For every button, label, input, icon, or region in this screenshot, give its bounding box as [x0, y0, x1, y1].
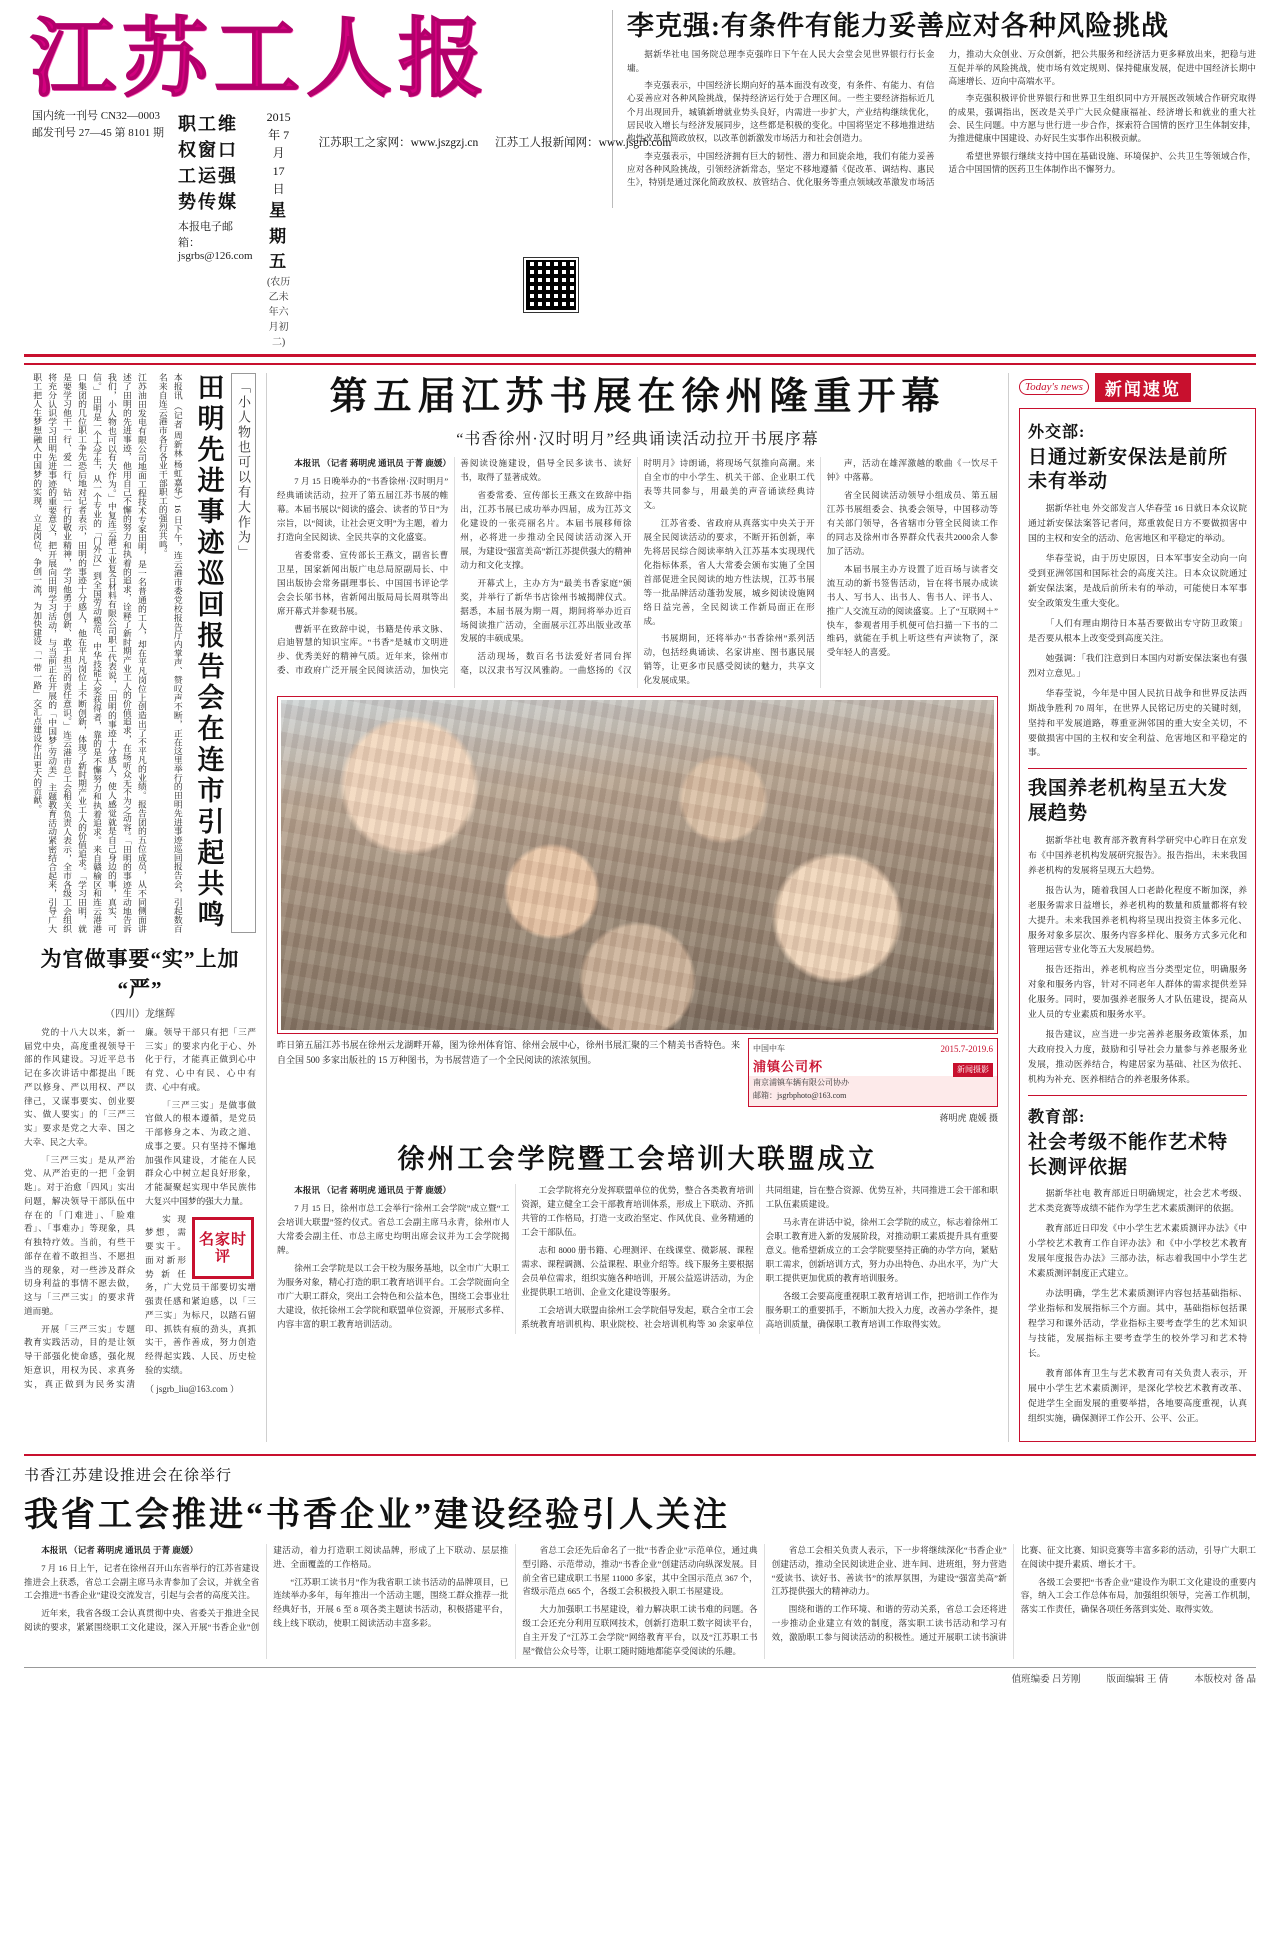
dateline-label-2: 本报讯 （记者 蒋明虎 通讯员 于菁 鹿媛） — [294, 1185, 452, 1196]
sponsor-note: 新闻摄影 — [953, 1063, 993, 1078]
left-vertical-quote: 「小人物也可以有大作为」 — [231, 373, 257, 933]
left-commentary-body — [24, 1026, 256, 1396]
masthead — [24, 10, 1256, 357]
bottom-para: 省总工会还先后命名了一批“书香企业”示范单位，通过典型引路、示范带动，推动“书香企业”创建活动向纵深发展。目前全省已建成职工书屋 11000 多家，其中全国示范点 367 个，省级示范点 665 个，各级工会积极投入职工书屋建设。 — [522, 1544, 758, 1597]
sponsor-title: 浦镇公司杯 — [753, 1058, 824, 1074]
bottom-kicker: 书香江苏建设推进会在徐举行 — [24, 1467, 233, 1484]
bottom-body — [24, 1544, 1256, 1659]
main-photo — [281, 700, 994, 1030]
photo-credit-row — [277, 1111, 998, 1125]
secondary-para: 志和 8000 册书籍、心理测评、在线课堂、微影展、课程需求、课程调测、公益课程、职业介绍等。线下服务主要根据会员单位需求，组织实施各种培训，开展公益巡讲活动，为企业提供职工培训、企业文化建设等服务。 — [521, 1245, 754, 1297]
secondary-para: 7 月 15 日，徐州市总工会举行“徐州工会学院”成立暨“工会培训大联盟”签约仪式。省总工会副主席马永青，徐州市人大常委会副主任、市总主席史均明出席会议并为工会学院揭牌。 — [277, 1203, 510, 1255]
left-para: 「三严三实」是做事做官做人的根本遵循，是党员干部修身之本、为政之道、成事之要。只有坚持不懈地加强作风建设，才能在人民群众心中树立起良好形象，才能凝聚起实现中华民族伟大复兴中国梦的强大力量。 — [145, 1099, 256, 1206]
left-para: 开展「三严三实」专题教育实践活动，目的是让领导干部强化使命感，强化规矩意识，用权为民、求真务实，真正做到为民务实清廉。领导干部只有把「三严三实」的要求内化于心、外化于行，才能真正做到心中有党、心中有民、心中有责、心中有戒。 — [24, 1026, 256, 1389]
qr-code-icon[interactable] — [524, 258, 578, 312]
footer — [24, 1667, 1256, 1685]
main-para: 省委常委、宣传部长王燕文在致辞中指出，江苏书展已成功举办四届，成为江苏文化建设的一张亮丽名片。本届书展移师徐州，必将进一步推动全民阅读活动深入开展，为建设“强富美高”新江苏提供强大的精神动力和文化支撑。 — [460, 490, 632, 570]
sponsor-period: 2015.7-2019.6 — [940, 1044, 993, 1055]
bottom-para: 7 月 16 日上午，记者在徐州召开山东省举行的江苏省建设推进会上获悉，省总工会副主席马永青参加了会议，并就全省工会推进“书香企业”建设交流发言，引起与会者的高度关注。 — [24, 1562, 260, 1601]
left-para: 实现梦想，需要实干。面对新形势新任务，广大党员干部要切实增强责任感和紧迫感，以「三严三实」为标尺，以踏石留印、抓铁有痕的劲头，真抓实干，善作善成，努力创造经得起实践、人民、历史检验的实绩。 — [145, 1213, 256, 1375]
main-para: 省委常委、宣传部长王燕文，副省长曹卫星，国家新闻出版广电总局原副局长、中国出版协会常务副理事长、中国国书评论学会会长邬书林，省新闻出版局局长周琪等出席开幕式并参观书展。 — [277, 549, 449, 616]
footer-proofreader: 本版校对 备 晶 — [1194, 1675, 1256, 1686]
flash-body — [1028, 1186, 1247, 1425]
date-lunar: (农历乙未年六月初二) — [266, 276, 291, 348]
lead-para: 李克强表示，中国经济拥有巨大的韧性、潜力和回旋余地，我们有能力妥善应对各种风险挑战，引领经济新常态，坚定不移地遵循《促改革、调结构、惠民生》，特别是通过深化简政放权、放管结合、优化服务等重点领域改革激发市场活力，推动大众创业、万众创新，把公共服务和经济活力更多释放出来，把稳与进互促并举的风险挑战，使市场有效定规则、保持健康发展，促进中国经济长期中高速增长、迈向中高端水平。 — [627, 49, 1256, 188]
masthead-slogan: 职工维权窗口 工运强势传媒 — [178, 114, 238, 213]
secondary-para: 各级工会要高度重视职工教育培训工作，把培训工作作为服务职工的重要抓手，不断加大投入力度，改善办学条件，提高培训质量，确保职工教育培训工作取得实效。 — [765, 1290, 998, 1329]
main-para: 江苏省委、省政府从真落实中央关于开展全民阅读活动的要求，不断开拓创新，率先将居民综合阅读率纳入江苏基本实现现代化指标体系，省人大常委会颁布实施了全国首部促进全民阅读的地方性法规，江苏书展等一批品牌活动蓬勃发展，城乡阅读设施网络日益完善，全民阅读工作新局面正在形成。 — [643, 518, 815, 626]
secondary-para: 马永青在讲话中说，徐州工会学院的成立，标志着徐州工会职工教育进入新的发展阶段，对推动职工素质提升具有重要意义。他希望新成立的工会学院要坚持正确的办学方向，紧贴职工需求，创新培训方式，努力办出特色、办出水平，为广大职工提供更加优质的教育培训服务。 — [765, 1217, 998, 1283]
secondary-para: 工会学院将充分发挥联盟单位的优势，整合各类教育培训资源，建立健全工会干部教育培训体系，形成上下联动、齐抓共管的工作格局，打造一支政治坚定、作风优良、业务精通的工会干部队伍。 — [521, 1185, 754, 1238]
secondary-para: 徐州工会学院是以工会干校为服务基地，以全市广大职工为服务对象，精心打造的职工教育培训平台。工会学院面向全市广大职工群众，突出工会特色和公益本色，围绕工会事业壮大建设，依托徐州工会学院和联盟单位资源，开展形式多样、内容丰富的职工教育培训活动。 — [277, 1262, 510, 1329]
bottom-para: 大力加强职工书屋建设，着力解决职工读书难的问题。各级工会还充分利用互联网技术，创新打造职工数字阅读平台，自主开发了“江苏工会学院”网络教育平台，以及“江苏职工书屋”微信公众号等，让职工随时随地都能享受阅读的乐趣。 — [522, 1604, 758, 1657]
flash-para: 教育部近日印发《中小学生艺术素质测评办法》《中小学校艺术教育工作自评办法》和《中小学校艺术教育发展年度报告办法》三部办法，标志着我国中小学生艺术素质测评制度正式建立。 — [1028, 1223, 1247, 1279]
flash-item — [1028, 1104, 1247, 1426]
dateline-label-3: 本报讯 （记者 蒋明虎 通讯员 于菁 鹿媛） — [41, 1544, 199, 1555]
main-headline: 第五届江苏书展在徐州隆重开幕 — [329, 375, 946, 418]
main-para: 本届书展主办方设置了近百场与读者交流互动的新书签售活动，旨在将书展办成读书人、写书人、出书人、售书人、评书人、推广人交流互动的阅读盛宴。上了“互联网＋”快车，参观者用手机便可信扫描一下书的二维码，就能在手机上听这些有声读物了，深受年轻人的喜爱。 — [826, 563, 998, 658]
sponsor-logo: 中国中车 — [753, 1043, 785, 1053]
lead-para: 据新华社电 国务院总理李克强昨日下午在人民大会堂会见世界银行行长金墉。 — [627, 49, 935, 73]
flash-headline: 日通过新安保法是前所未有举动 — [1028, 446, 1229, 493]
main-para: 省全民阅读活动领导小组成员、第五届江苏书展组委会、执委会领导，中国移动等有关部门领导，各省辖市分管全民阅读工作的同志及徐州市各界群众代表共2000余人参加了活动。 — [826, 490, 998, 556]
sponsor-subtitle: 南京浦镇车辆有限公司协办 — [753, 1078, 849, 1088]
secondary-para: 工会培训大联盟由徐州工会学院倡导发起，联合全市工会系统教育培训机构、职业院校、社会培训机构等 30 余家单位共同组建，旨在整合资源、优势互补，共同推进工会干部和职工队伍素质建设。 — [521, 1185, 998, 1329]
lead-para: 李克强积极评价世界银行和世界卫生组织同中方开展医改领域合作研究取得的成果，强调指出，医改是关乎广大民众健康福祉、经济增长和就业的重大社会、民生问题。中方愿与世行进一步合作，探索符合国情的医疗卫生体制安排，为推进健康中国建设、办好民生实事作出积极贡献。 — [948, 93, 1256, 144]
vertical-headline-wrap — [24, 373, 256, 933]
masthead-date — [267, 108, 291, 350]
left-column — [24, 373, 256, 1442]
flash-para: 「人们有理由期待日本基否要做出专守防卫政策」是否要从根本上改变受到高度关注。 — [1028, 617, 1247, 643]
bottom-para: 各级工会要把“书香企业”建设作为职工文化建设的重要内容，纳入工会工作总体布局，加强组织领导，完善工作机制，落实工作责任，确保各项任务落到实处、取得实效。 — [1020, 1576, 1256, 1615]
center-column — [266, 373, 998, 1442]
date-weekday: 星期五 — [269, 201, 289, 272]
masthead-email: 本报电子邮箱：jsgrbs@126.com — [178, 221, 253, 263]
photo-credit: 蒋明虎 鹿媛 摄 — [939, 1112, 998, 1123]
commentary-email[interactable]: （ jsgrb_liu@163.com ） — [145, 1383, 240, 1394]
flash-para: 报告还指出，养老机构应当分类型定位，明确服务对象和服务内容，针对不同老年人群体的需求提供差异化服务。同时，要加强养老服务人才队伍建设，提高从业人员的专业素质和服务水平。 — [1028, 964, 1247, 1020]
news-flash-box — [1019, 408, 1256, 1442]
issue-line-2: 邮发刊号 27—45 第 8101 期 — [32, 126, 164, 139]
sponsor-banner — [748, 1038, 998, 1107]
bottom-para: 近年来，我省各级工会认真贯彻中央、省委关于推进全民阅读的要求，紧紧围绕职工文化建设，深入开展“书香企业”创建活动，着力打造职工阅读品牌，形成了上下联动、层层推进、全面覆盖的工作格局。 — [24, 1544, 509, 1633]
lead-story — [612, 10, 1256, 208]
footer-editor: 值班编委 吕芳刚 — [1011, 1675, 1081, 1686]
main-subhead: “书香徐州·汉时明月”经典诵读活动拉开书展序幕 — [456, 431, 819, 449]
body-grid — [24, 373, 1256, 1442]
footer-sub-editor: 版面编辑 王 倩 — [1106, 1675, 1169, 1686]
lead-para: 李克强表示，中国经济长期向好的基本面没有改变，有条件、有能力、有信心妥善应对各种风险挑战，保持经济运行处于合理区间。一些主要经济指标近几个月出现回升，城镇新增就业势头良好，内需进一步扩大，产业结构继续优化，居民收入增长与经济发展同步，这些都是积极的变化。中国将坚定不移地推进结构性改革和简政放权，以改革创新激发市场活力和社会创造力。 — [627, 80, 935, 144]
flash-para: 据新华社电 教育部近日明确规定，社会艺术考级、艺术类竞赛等成绩不能作为学生艺术素质测评的依据。 — [1028, 1188, 1247, 1214]
bottom-headline: 我省工会推进“书香企业”建设经验引人关注 — [24, 1496, 730, 1534]
photo-caption: 昨日第五届江苏书展在徐州云龙湖畔开幕，图为徐州体育馆、徐州会展中心，徐州书展汇聚的三个精美书香特色。来自全国 500 多家出版社的 15 万种图书，为书展营造了一个全民阅读的浓浓氛围。 — [277, 1040, 740, 1065]
flash-para: 据新华社电 外交部发言人华春莹 16 日就日本众议院通过新安保法案答记者问，郑重敦促日方不要做损害中国的主权和安全的活动、危害地区和平稳定的举动。 — [1028, 503, 1247, 544]
flash-para: 报告建议，应当进一步完善养老服务政策体系，加大政府投入力度，鼓励和引导社会力量参与养老服务业发展，推动医养结合，构建居家为基础、社区为依托、机构为补充、医养相结合的养老服务体系。 — [1028, 1029, 1247, 1085]
flash-category: 外交部: — [1028, 423, 1086, 441]
flash-para: 教育部体育卫生与艺术教育司有关负责人表示，开展中小学生艺术素质测评，是深化学校艺术教育改革、促进学生全面发展的重要举措，各地要高度重视，认真组织实施，确保测评工作公开、公平、公正。 — [1028, 1367, 1247, 1423]
main-para: 书展期间，还将举办“书香徐州”系列活动，包括经典诵读、名家讲座、图书惠民展销等，让更多市民感受阅读的魅力，共享文化发展成果。 — [643, 633, 815, 686]
url-union[interactable]: 江苏职工之家网：www.jszgzj.cn — [318, 137, 479, 150]
main-para: 活动现场，数百名书法爱好者同台挥毫，以汉隶书写汉风雅韵。一曲悠扬的《汉时明月》诗朗诵，将现场气氛推向高潮。来自全市的中小学生、机关干部、企业职工代表等共同参与，用最美的声音诵读经典诗文。 — [460, 458, 815, 676]
issue-line-1: 国内统一刊号 CN32—0003 — [32, 110, 161, 123]
flash-item — [1028, 777, 1247, 1087]
masthead-info — [24, 106, 672, 350]
news-flash-cn-label: 新闻速览 — [1095, 373, 1191, 402]
lead-headline: 李克强:有条件有能力妥善应对各种风险挑战 — [627, 11, 1169, 41]
flash-para: 办法明确，学生艺术素质测评内容包括基础指标、学业指标和发展指标三个方面。其中，基础指标包括课程学习和课外活动，学业指标主要考查学生的艺术知识与技能，发展指标主要考查学生的校外学习和艺术特长。 — [1028, 1288, 1247, 1358]
secondary-article-body — [277, 1184, 998, 1334]
flash-para: 华春莹说，由于历史原因，日本军事安全动向一向受到亚洲邻国和国际社会的高度关注。日本众议院通过新安保法案，是战后前所未有的举动，可能使日本军事安全政策发生重大变化。 — [1028, 553, 1247, 608]
date-gregorian: 2015 年 7 月 17 日 — [266, 110, 291, 197]
masthead-urls — [305, 108, 672, 150]
main-para: 曹新平在致辞中说，书籍是传承文脉、启迪智慧的知识宝库。“书香”是城市文明进步、优秀美好的精神气质。近年来，徐州市委、市政府广泛开展全民阅读活动，加快完善阅读设施建设，倡导全民多读书、读好书，取得了显著成效。 — [277, 458, 632, 676]
main-para: 声，活动在雄浑激越的歌曲《一饮尽千钟》中落幕。 — [826, 458, 998, 483]
flash-headline: 社会考级不能作艺术特长测评依据 — [1028, 1132, 1229, 1178]
lead-body — [627, 48, 1256, 208]
bottom-para: 围绕和谐的工作环境、和谐的劳动关系，省总工会还将进一步推动企业建立有效的制度，落实职工读书活动和学习有效，激励职工参与阅读活动的积极性。通过开展职工读书演讲比赛、征文比赛、知识竞赛等丰富多彩的活动，引导广大职工在阅读中提升素质、增长才干。 — [771, 1544, 1256, 1643]
left-sub-byline: （四川）龙继辉 — [105, 1008, 175, 1020]
commentary-seal: 名家时评 — [192, 1217, 254, 1279]
secondary-headline: 徐州工会学院暨工会培训大联盟成立 — [397, 1144, 878, 1175]
flash-para: 她强调：「我们注意到日本国内对新安保法案也有强烈对立意见。」 — [1028, 652, 1247, 678]
left-para: 「三严三实」是从严治党、从严治吏的一把「金钥匙」。对于治愈「四风」实出问题，解决领导干部队伍中存在的「门难进」、「脸难看」、「事难办」等现象，具有独特疗效。当前，有些干部存在着不敢担当、不愿担当的现象，对一些涉及群众切身利益的事情不愿去做，这与「三严三实」的要求背道而驰。 — [24, 1154, 135, 1316]
page-title: 江苏工人报 — [30, 8, 490, 109]
left-para: 党的十八大以来，新一届党中央，高度重视领导干部的作风建设。习近平总书记在多次讲话中都提出「既严以修身、严以用权、严以律己，又谋事要实、创业要实、做人要实」的「三严三实」要求是党之大幸、国之大幸、民之大幸。 — [24, 1026, 135, 1147]
secondary-dateline — [277, 1184, 509, 1198]
flash-body — [1028, 501, 1247, 760]
slogan-block — [178, 108, 253, 262]
bottom-section — [24, 1454, 1256, 1659]
flash-item — [1028, 419, 1247, 761]
flash-para: 据新华社电 教育部齐教育科学研究中心昨日在京发布《中国养老机构发展研究报告》。报告指出，未来我国养老机构的发展将呈现五大趋势。 — [1028, 834, 1247, 875]
sponsor-email[interactable]: 邮箱：jsgrbphoto@163.com — [753, 1091, 847, 1101]
bottom-para: 省总工会相关负责人表示，下一步将继续深化“书香企业”创建活动，推动全民阅读进企业、进车间、进班组，努力营造“爱读书、读好书、善读书”的浓厚氛围，为建设“强富美高”新江苏提供强大的精神动力。 — [771, 1544, 1007, 1597]
left-vertical-headline: 田明先进事迹巡回报告会在连市引起共鸣 — [193, 372, 224, 931]
left-body-vertical: 江苏油田发电有限公司地面工程技术专家田明，是一名普通的工人，却在平凡岗位上创造出了不平凡的业绩。报告团的五位成员，从不同侧面讲述了田明的先进事迹，他用自己不懈的努力和执着的追求，诠释了新时期产业工人的价值追求，在场听众无不为之动容。「田明的事迹生动地告诉我们，小人物也可以有大作为。」中复连云港工业复合材料有限公司职工代表说，「田明的事迹十分感人，使人感觉就是自己身边的事，真实、可信。」田明是一个大学生，从一个专业的「门外汉」到全国劳动模范、中华技能大奖获得者，靠的是不懈努力和执着追求。来自赣榆区和连云港港口集团的几位职工争先恐后地对记者表示，田明的事迹十分感人，他在平凡岗位上不断创新，体现了新时期产业工人的价值追求。「学习田明，就是要学习他干一行、爱一行、钻一行的敬业精神，学习他勇于创新、敢于担当的责任意识。」连云港市总工会相关负责人表示，全市各级工会组织将充分认识学习田明先进事迹的重要意义，把开展向田明学习活动，与当前正在开展的「中国梦·劳动美」主题教育活动紧密结合起来，引导广大职工把人生梦想融入中国梦的实现，立足岗位、争创一流，为加快建设「一带一路」交汇点建设作出更大的贡献。 — [32, 372, 147, 933]
main-photo-frame — [277, 696, 998, 1034]
flash-divider — [1028, 768, 1247, 769]
flash-category: 教育部: — [1028, 1109, 1086, 1127]
bottom-dateline — [24, 1544, 259, 1558]
photo-caption-row — [277, 1038, 998, 1107]
lead-para: 希望世界银行继续支持中国在基础设施、环境保护、公共卫生等领域合作，适合中国国情的医药卫生体制作出不懈努力。 — [948, 150, 1256, 174]
news-flash-header — [1019, 373, 1256, 402]
flash-divider — [1028, 1095, 1247, 1096]
main-para: 7 月 15 日晚举办的“书香徐州·汉时明月”经典诵读活动，拉开了第五届江苏书展的帷幕。本届书展以“阅读的盛会、读者的节日”为宗旨，以“阅读，让社会更文明”为主题，着力打造向全民阅读、全民共享的文化盛宴。 — [277, 476, 449, 542]
main-para: 开幕式上，主办方为“最美书香家庭”颁奖，并举行了新华书店徐州书城揭牌仪式。据悉，本届书展为期一周，期间将举办近百场阅读推广活动，全面展示江苏出版业改革发展的丰硕成果。 — [460, 577, 632, 644]
news-flash-en-label: Today's news — [1019, 379, 1089, 395]
left-byline-vertical: 本报讯 （记者 周新林 杨虹嘉华）16 日下午，连云港市委党校报告厅内掌声、赞叹声不断，正在这里举行的田明先进事迹巡回报告会，引起数百名来自连云港市各行各业干部职工的强烈共鸣。 — [157, 372, 183, 933]
flash-para: 报告认为，随着我国人口老龄化程度不断加深，养老服务需求日益增长，养老机构的数量和质量都将有较大提升。未来我国养老机构将呈现出投资主体多元化、服务对象多层次、服务内容多样化、服务方式多元化和管理运营专业化等五大发展趋势。 — [1028, 884, 1247, 955]
main-dateline — [277, 457, 452, 471]
main-article-body — [277, 457, 998, 688]
left-subhead: 为官做事要“实”上加“严” — [40, 946, 240, 1001]
flash-para: 华春莹说，今年是中国人民抗日战争和世界反法西斯战争胜利 70 周年，在世界人民铭记历史的关键时刻，坚持和平发展道路，尊重亚洲邻国的重大安全关切，不要做损害中国的主权和安全利益、危害地区和平稳定的事。 — [1028, 687, 1247, 758]
right-column — [1008, 373, 1256, 1442]
bottom-para: “江苏职工读书月”作为我省职工读书活动的品牌项目，已连续举办多年，每年推出一个活动主题，围绕工群众推荐一批经典好书，开展 6 至 8 项各类主题读书活动，积极搭建平台，线上线下联动，使职工阅读活动丰富多彩。 — [273, 1576, 509, 1629]
masthead-left — [24, 8, 672, 350]
dateline-label: 本报讯 （记者 蒋明虎 通讯员 于菁 鹿媛） — [294, 458, 452, 469]
divider — [24, 363, 1256, 365]
issue-info — [32, 108, 164, 141]
url-news[interactable]: 江苏工人报新闻网：www.jsgrb.com — [495, 137, 672, 150]
flash-headline: 我国养老机构呈五大发展趋势 — [1028, 778, 1229, 825]
flash-body — [1028, 833, 1247, 1087]
